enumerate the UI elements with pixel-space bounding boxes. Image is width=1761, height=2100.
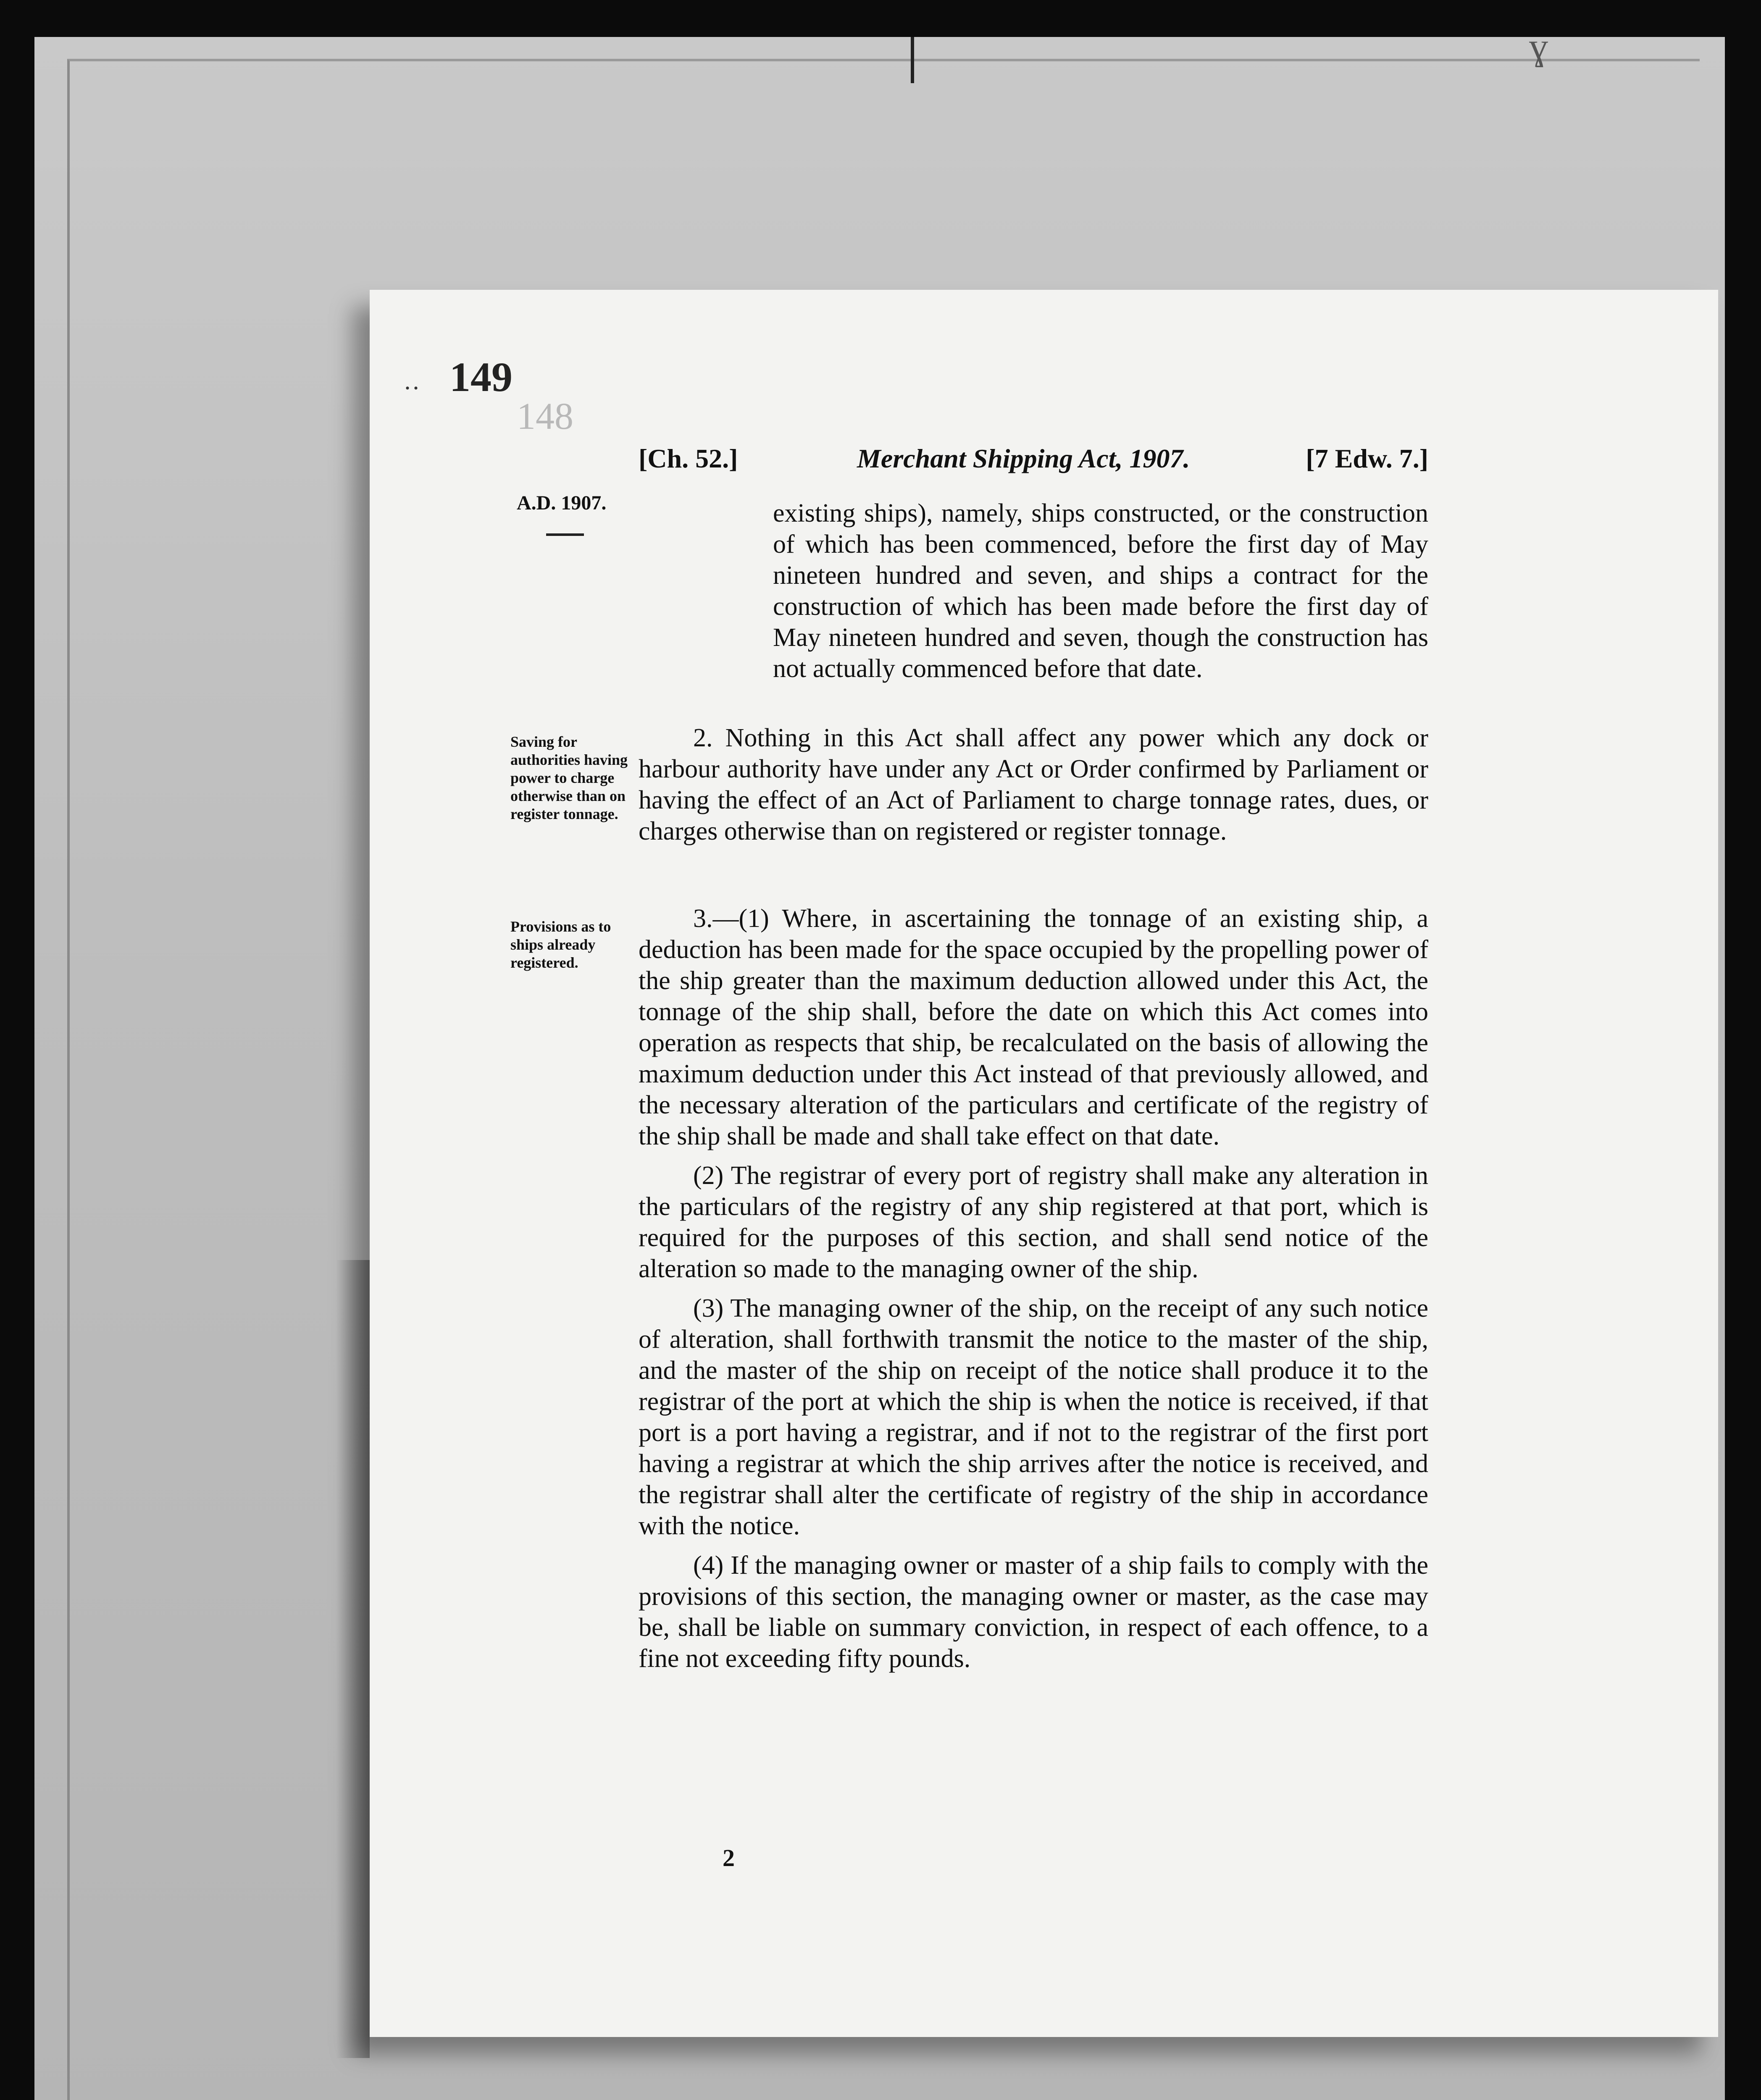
margin-note-provisions: Provisions as to ships already registered. — [510, 918, 611, 971]
paragraph-section-3-4: (4) If the managing owner or master of a ship fails to comply with the provisions of this section, the managing owner or master, as the case may be, shall be liable on summary conviction, in respect of each offence, to a fine not exceeding fifty pounds. — [639, 1551, 1428, 1673]
paragraph-section-2: 2. Nothing in this Act shall affect any power which any dock or harbour authority have under any Act or Order confirmed by Parliament or having the effect of an Act of Parliament to charge tonnage rates, dues, or charges otherwise than on registered or register tonnage. — [639, 724, 1428, 845]
margin-dots: ·· — [403, 374, 420, 402]
signature-mark: 2 — [723, 1844, 735, 1872]
folio-ghost-number: 148 — [517, 396, 573, 437]
year-note-rule — [546, 533, 584, 536]
margin-note-saving: Saving for authorities having power to charge otherwise than on register tonnage. — [510, 733, 628, 822]
header-chapter: [Ch. 52.] — [639, 444, 738, 473]
paragraph-section-3-3: (3) The managing owner of the ship, on the receipt of any such notice of alteration, shall forthwith transmit the notice to the master of the ship, and the master of the ship on receipt of the notice shall produce it to the registrar of the port at which the ship is when the notice is received, if that port is a port having a registrar, and if not to the registrar of the first port having a registrar at which the ship arrives after the notice is received, and the registrar shall alter the certificate of registry of the ship in accordance with the notice. — [639, 1294, 1428, 1540]
frame-tick-mark — [911, 37, 914, 83]
corner-mark: ɣ — [1529, 26, 1548, 68]
header-regnal-year: [7 Edw. 7.] — [1306, 444, 1428, 473]
continuation-paragraph — [773, 498, 1428, 684]
year-note: A.D. 1907. — [517, 492, 607, 514]
paragraph-continuation: existing ships), namely, ships constructed, or the construction of which has been commenced, before the first day of May nineteen hundred and seven, and ships a contract for the construction of which has been made before the first day of May nineteen hundred and seven, though the construction has not actually commenced before that date. — [773, 499, 1428, 683]
header-title: Merchant Shipping Act, 1907. — [857, 444, 1190, 473]
section-2 — [639, 722, 1428, 847]
paragraph-section-3-1: 3.—(1) Where, in ascertaining the tonnage of an existing ship, a deduction has been made for the space occupied by the propelling power of the ship greater than the maximum deduction allowed under this Act, the tonnage of the ship shall, before the date on which this Act comes into operation as respects that ship, be recalculated on the basis of allowing the maximum deduction under this Act instead of that previously allowed, and the necessary alteration of the particulars and certificate of the registry of the ship shall be made and shall take effect on that date. — [639, 904, 1428, 1150]
page-curl-shadow — [336, 1260, 370, 2058]
folio-number: 149 — [449, 354, 513, 400]
section-3 — [639, 903, 1428, 1674]
paragraph-section-3-2: (2) The registrar of every port of registry shall make any alteration in the particulars of the registry of any ship registered at that port, which is required for the purposes of this section, and shall send notice of the alteration so made to the managing owner of the ship. — [639, 1161, 1428, 1283]
running-header — [639, 443, 1428, 477]
